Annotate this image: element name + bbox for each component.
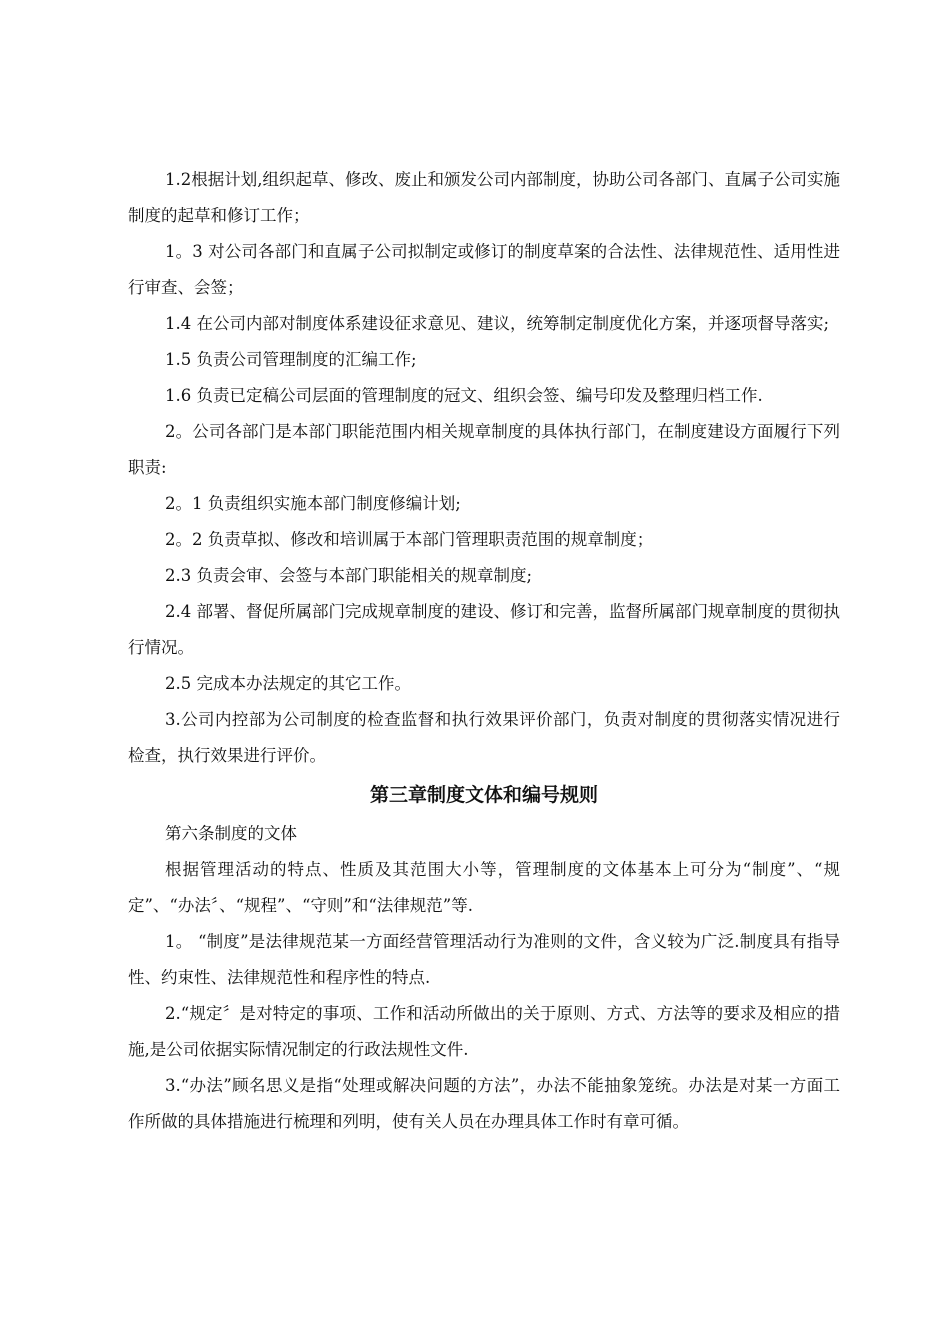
article-6-item-1: 1。 “制度”是法律规范某一方面经营管理活动行为准则的文件，含义较为广泛.制度具有指导性、约束性、法律规范性和程序性的特点. <box>128 932 840 987</box>
paragraph-2-1: 2。1 负责组织实施本部门制度修编计划; <box>165 494 461 513</box>
paragraph-1-6: 1.6 负责已定稿公司层面的管理制度的冠文、组织会签、编号印发及整理归档工作. <box>165 386 763 405</box>
paragraph-2: 2。公司各部门是本部门职能范围内相关规章制度的具体执行部门，在制度建设方面履行下列职责: <box>128 422 840 477</box>
paragraph-2-4: 2.4 部署、督促所属部门完成规章制度的建设、修订和完善，监督所属部门规章制度的贯彻执行情况。 <box>128 602 840 657</box>
paragraph-2-5: 2.5 完成本办法规定的其它工作。 <box>165 674 411 693</box>
paragraph-1-5: 1.5 负责公司管理制度的汇编工作; <box>165 350 417 369</box>
paragraph-2-2: 2。2 负责草拟、修改和培训属于本部门管理职责范围的规章制度； <box>165 530 654 549</box>
article-6-intro: 根据管理活动的特点、性质及其范围大小等，管理制度的文体基本上可分为“制度”、“规定”、“办法〞、“规程”、“守则”和“法律规范”等. <box>128 860 840 915</box>
paragraph-1-2: 1.2根据计划,组织起草、修改、废止和颁发公司内部制度，协助公司各部门、直属子公司实施制度的起草和修订工作； <box>128 170 840 225</box>
paragraph-1-3: 1。3 对公司各部门和直属子公司拟制定或修订的制度草案的合法性、法律规范性、适用性进行审查、会签； <box>128 242 840 297</box>
paragraph-1-4: 1.4 在公司内部对制度体系建设征求意见、建议，统筹制定制度优化方案，并逐项督导落实; <box>165 314 830 333</box>
document-page <box>128 162 840 1140</box>
paragraph-3: 3.公司内控部为公司制度的检查监督和执行效果评价部门，负责对制度的贯彻落实情况进行检查，执行效果进行评价。 <box>128 710 840 765</box>
paragraph-2-3: 2.3 负责会审、会签与本部门职能相关的规章制度; <box>165 566 533 585</box>
chapter-heading: 第三章制度文体和编号规则 <box>369 784 598 806</box>
article-6-item-3: 3.“办法”顾名思义是指“处理或解决问题的方法”，办法不能抽象笼统。办法是对某一方面工作所做的具体措施进行梳理和列明，使有关人员在办理具体工作时有章可循。 <box>128 1076 840 1131</box>
article-6-title: 第六条制度的文体 <box>165 824 297 843</box>
article-6-item-2: 2.“规定〞是对特定的事项、工作和活动所做出的关于原则、方式、方法等的要求及相应的措施,是公司依据实际情况制定的行政法规性文件. <box>128 1004 840 1059</box>
